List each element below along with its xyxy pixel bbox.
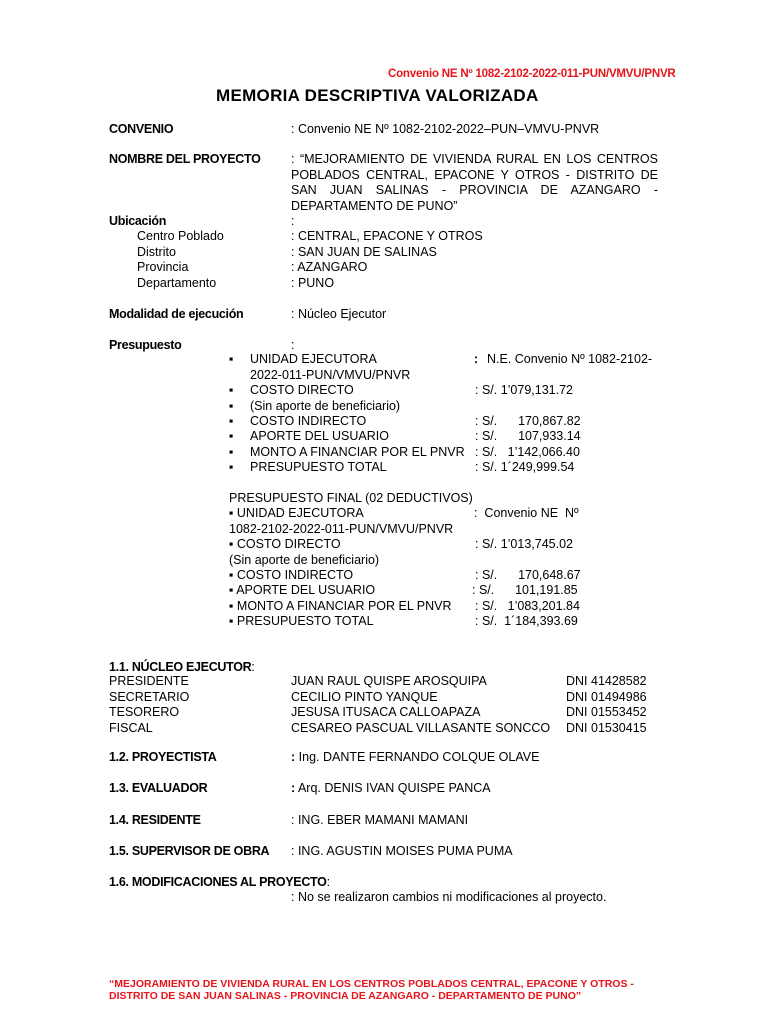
pf-monto-financiar-value: : S/. 1’083,201.84 [475,599,580,613]
nucleo-heading-label: 1.1. NÚCLEO EJECUTOR [109,660,252,674]
pf-unidad-value: : Convenio NE Nº [474,506,579,520]
costo-directo-label: COSTO DIRECTO [250,383,354,397]
pf-costo-directo-label: ▪ COSTO DIRECTO [229,537,341,551]
supervisor-value: : ING. AGUSTIN MOISES PUMA PUMA [291,844,513,858]
nucleo-heading [109,660,255,675]
member-name: CECILIO PINTO YANQUE [291,690,438,704]
bullet-icon: ▪ [229,399,234,413]
footer-line-1: “MEJORAMIENTO DE VIVIENDA RURAL EN LOS CENTROS POBLADOS CENTRAL, EPACONE Y OTROS - [109,978,634,990]
member-role: TESORERO [109,705,180,719]
page-title: MEMORIA DESCRIPTIVA VALORIZADA [216,86,539,105]
presupuesto-total-label: PRESUPUESTO TOTAL [250,460,387,474]
modificaciones-heading [109,875,330,890]
member-dni: DNI 01553452 [566,705,647,719]
unidad-ejecutora-label: UNIDAD EJECUTORA [250,352,377,366]
pf-presupuesto-total-value: : S/. 1´184,393.69 [475,614,578,628]
proyectista-label: 1.2. PROYECTISTA [109,750,217,764]
proyecto-label: NOMBRE DEL PROYECTO [109,152,261,166]
bullet-icon: ▪ [229,352,234,366]
pf-sin-aporte-label: (Sin aporte de beneficiario) [229,553,380,567]
presupuesto-colon: : [291,338,295,352]
modificaciones-label: 1.6. MODIFICACIONES AL PROYECTO [109,875,327,889]
pf-presupuesto-total-label: ▪ PRESUPUESTO TOTAL [229,614,374,628]
ubicacion-distrito-value: : SAN JUAN DE SALINAS [291,245,437,259]
ubicacion-centro-label: Centro Poblado [137,229,224,243]
sin-aporte-label: (Sin aporte de beneficiario) [250,399,401,413]
proyectista-value [291,750,539,765]
pf-monto-financiar-label: ▪ MONTO A FINANCIAR POR EL PNVR [229,599,452,613]
member-name: JESUSA ITUSACA CALLOAPAZA [291,705,481,719]
presupuesto-final-title: PRESUPUESTO FINAL (02 DEDUCTIVOS) [229,491,473,505]
ubicacion-provincia-label: Provincia [137,260,189,274]
modificaciones-value: : No se realizaron cambios ni modificaciones al proyecto. [291,890,607,904]
proyectista-colon: : [291,750,296,764]
member-role: SECRETARIO [109,690,190,704]
costo-indirecto-value: : S/. 170,867.82 [475,414,581,428]
pf-costo-indirecto-label: ▪ COSTO INDIRECTO [229,568,354,582]
ubicacion-departamento-value: : PUNO [291,276,335,290]
monto-financiar-value: : S/. 1’142,066.40 [475,445,580,459]
footer-line-2: DISTRITO DE SAN JUAN SALINAS - PROVINCIA DE AZANGARO - DEPARTAMENTO DE PUNO” [109,990,582,1002]
member-dni: DNI 01530415 [566,721,647,735]
costo-indirecto-label: COSTO INDIRECTO [250,414,367,428]
evaluador-name: Arq. DENIS IVAN QUISPE PANCA [295,781,491,795]
evaluador-colon: : [291,781,296,795]
member-name: CESAREO PASCUAL VILLASANTE SONCCO [291,721,551,735]
residente-label: 1.4. RESIDENTE [109,813,201,827]
bullet-icon: ▪ [229,383,234,397]
monto-financiar-label: MONTO A FINANCIAR POR EL PNVR [250,445,465,459]
bullet-icon: ▪ [229,460,234,474]
pf-aporte-usuario-label: ▪ APORTE DEL USUARIO [229,583,376,597]
unidad-ejecutora-colon: : [474,352,479,366]
modalidad-label: Modalidad de ejecución [109,307,244,321]
modificaciones-colon: : [326,875,331,889]
ubicacion-distrito-label: Distrito [137,245,176,259]
ubicacion-label: Ubicación [109,214,167,228]
evaluador-value [291,781,491,796]
pf-unidad-label: ▪ UNIDAD EJECUTORA [229,506,364,520]
aporte-usuario-label: APORTE DEL USUARIO [250,429,389,443]
aporte-usuario-value: : S/. 107,933.14 [475,429,581,443]
member-name: JUAN RAUL QUISPE AROSQUIPA [291,674,487,688]
evaluador-label: 1.3. EVALUADOR [109,781,208,795]
convenio-label: CONVENIO [109,122,174,136]
pf-aporte-usuario-value: : S/. 101,191.85 [472,583,578,597]
unidad-ejecutora-value: N.E. Convenio Nº 1082-2102- [487,352,653,366]
presupuesto-label: Presupuesto [109,338,182,352]
bullet-icon: ▪ [229,429,234,443]
unidad-ejecutora-cont: 2022-011-PUN/VMVU/PNVR [250,368,411,382]
ubicacion-colon: : [291,214,295,228]
costo-directo-value: : S/. 1’079,131.72 [475,383,573,397]
ubicacion-departamento-label: Departamento [137,276,217,290]
residente-value: : ING. EBER MAMANI MAMANI [291,813,469,827]
proyectista-name: Ing. DANTE FERNANDO COLQUE OLAVE [295,750,540,764]
header-convenio-code: Convenio NE Nº 1082-2102-2022-011-PUN/VMVU/PNVR [388,68,676,80]
member-role: FISCAL [109,721,153,735]
bullet-icon: ▪ [229,445,234,459]
pf-costo-indirecto-value: : S/. 170,648.67 [475,568,581,582]
presupuesto-total-value: : S/. 1´249,999.54 [475,460,575,474]
nucleo-heading-colon: : [251,660,255,674]
member-role: PRESIDENTE [109,674,189,688]
member-dni: DNI 41428582 [566,674,647,688]
ubicacion-provincia-value: : AZANGARO [291,260,368,274]
pf-unidad-cont: 1082-2102-2022-011-PUN/VMVU/PNVR [229,522,454,536]
pf-costo-directo-value: : S/. 1’013,745.02 [475,537,573,551]
proyecto-value: : “MEJORAMIENTO DE VIVIENDA RURAL EN LOS CENTROS POBLADOS CENTRAL, EPACONE Y OTROS - DISTRITO DE SAN JUAN SALINAS - PROVINCIA DE AZANGARO - DEPARTAMENTO DE PUNO” [291,152,658,213]
modalidad-value: : Núcleo Ejecutor [291,307,387,321]
bullet-icon: ▪ [229,414,234,428]
member-dni: DNI 01494986 [566,690,647,704]
ubicacion-centro-value: : CENTRAL, EPACONE Y OTROS [291,229,483,243]
supervisor-label: 1.5. SUPERVISOR DE OBRA [109,844,270,858]
convenio-value: : Convenio NE Nº 1082-2102-2022–PUN–VMVU-PNVR [291,122,600,136]
